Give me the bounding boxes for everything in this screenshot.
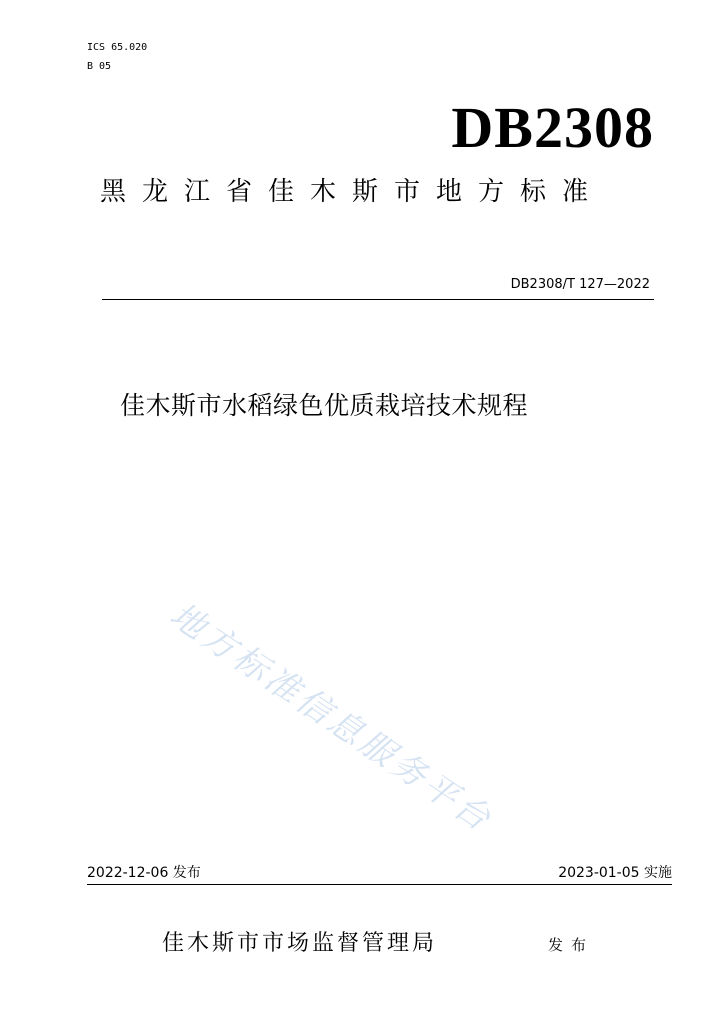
top-divider xyxy=(102,299,654,300)
issue-label: 发布 xyxy=(548,936,595,954)
issue-date: 2022-12-06 发布 xyxy=(87,865,201,881)
standard-number: DB2308/T 127—2022 xyxy=(510,277,650,292)
standard-type: 黑龙江省佳木斯市地方标准 xyxy=(100,177,605,207)
standard-code: DB2308 xyxy=(451,95,654,160)
ics-code: ICS 65.020 xyxy=(87,42,148,53)
bottom-divider xyxy=(87,884,672,885)
implement-date: 2023-01-05 实施 xyxy=(558,865,672,881)
document-title: 佳木斯市水稻绿色优质栽培技术规程 xyxy=(120,391,529,420)
classification-code: B 05 xyxy=(87,61,112,72)
issuing-authority: 佳木斯市市场监督管理局 xyxy=(162,931,438,956)
watermark: 地方标准信息服务平台 xyxy=(162,595,501,841)
